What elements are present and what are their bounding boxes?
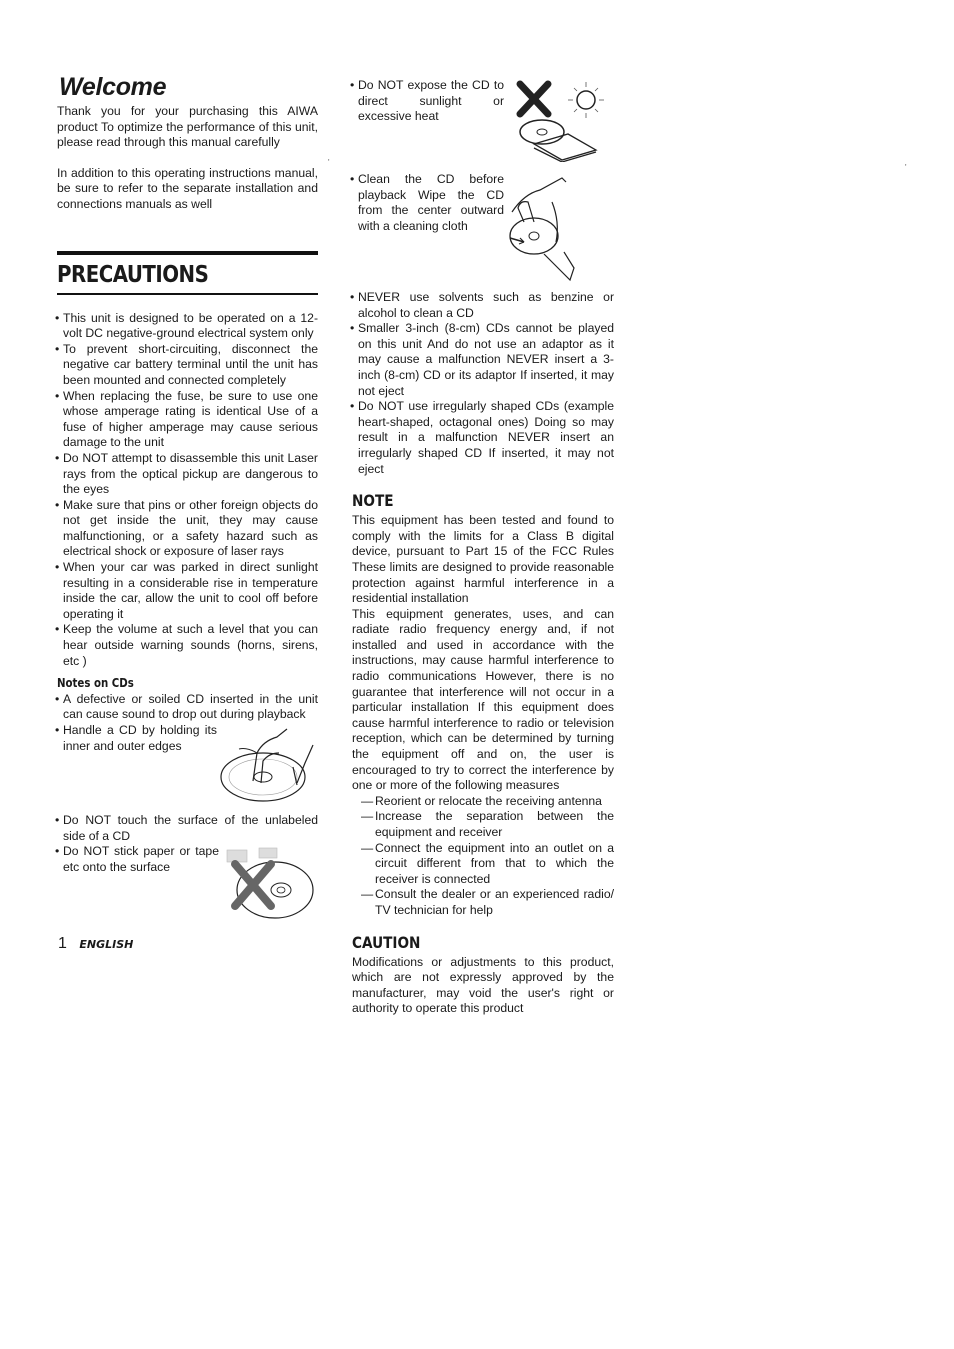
scan-mark: ' [905, 163, 907, 172]
cd-note-item: • Handle a CD by holding its inner and outer edges [57, 723, 217, 754]
note-heading: NOTE [352, 491, 394, 511]
cd-care-item: • NEVER use solvents such as benzine or alcohol to clean a CD [352, 290, 614, 321]
measure-item: — Increase the separation between the equipment and receiver [361, 809, 614, 840]
hand-holding-cd-icon [217, 723, 317, 811]
precaution-item: • This unit is designed to be operated on a 12-volt DC negative-ground electrical system only [57, 311, 318, 342]
notes-on-cds-list [57, 692, 318, 723]
precautions-bottom-rule [57, 293, 318, 295]
precaution-item: • Keep the volume at such a level that you can hear outside warning sounds (horns, sirens, etc ) [57, 622, 318, 669]
cd-care-list [352, 290, 614, 477]
precautions-title: PRECAUTIONS [57, 261, 209, 288]
precaution-item: • Make sure that pins or other foreign objects do not get inside the unit, they may cause malfunctioning, or a safety hazard such as electrical shock or exposure of laser rays [57, 498, 318, 560]
measure-item: — Connect the equipment into an outlet on a circuit different from that to which the receiver is connected [361, 841, 614, 888]
cd-note-item: • A defective or soiled CD inserted in the unit can cause sound to drop out during playback [57, 692, 318, 723]
note-paragraph-2: This equipment generates, uses, and can radiate radio frequency energy and, if not installed and used in accordance with the instructions, may cause harmful interference to radio communications However, there is no guarantee that interference will not occur in a particular installation If this equipment does cause harmful interference to radio or television reception, which can be determined by turning the equipment off and on, the user is encouraged to try to correct the interference by one or more of the following measures [352, 606, 614, 793]
cd-note-item: • Do NOT stick paper or tape etc onto the surface [57, 844, 219, 875]
precautions-top-rule [57, 251, 318, 255]
precaution-item: • Do NOT attempt to disassemble this unit Laser rays from the optical pickup are dangerous to the eyes [57, 451, 318, 498]
caution-heading: CAUTION [352, 932, 421, 952]
no-tape-on-cd-icon [219, 844, 315, 924]
precautions-list [57, 311, 318, 670]
page-number: 1 [58, 935, 67, 952]
precaution-item: • When replacing the fuse, be sure to use one whose amperage rating is identical Use of a fuse of higher amperage may cause serious damage to the unit [57, 389, 318, 451]
measure-item: — Consult the dealer or an experienced radio/ TV technician for help [361, 887, 614, 918]
welcome-title: Welcome [59, 73, 167, 101]
cd-care-item: • Smaller 3-inch (8-cm) CDs cannot be played on this unit And do not use an adaptor as it may cause a malfunction NEVER insert a 3-inch (8-cm) CD or its adaptor If inserted, it may not eject [352, 321, 614, 399]
cd-care-item: • Do NOT use irregularly shaped CDs (example heart-shaped, octagonal ones) Doing so may result in a malfunction NEVER insert an irregularly shaped CD If inserted, it may not eject [352, 399, 614, 477]
cd-care-item: • Clean the CD before playback Wipe the CD from the center outward with a cleaning cloth [352, 172, 504, 234]
wipe-cd-hand-icon [504, 172, 584, 282]
right-column [352, 78, 614, 1017]
notes-on-cds-heading: Notes on CDs [57, 676, 134, 691]
measure-item: — Reorient or relocate the receiving antenna [361, 794, 614, 810]
interference-measures-list [352, 794, 614, 919]
precaution-item: • When your car was parked in direct sunlight resulting in a considerable rise in temperature inside the car, allow the unit to cool off before operating it [57, 560, 318, 622]
page-footer [58, 935, 133, 953]
welcome-paragraph-1: Thank you for your purchasing this AIWA product To optimize the performance of this unit, please read through this manual carefully [57, 104, 318, 150]
note-paragraph-1: This equipment has been tested and found to comply with the limits for a Class B digital device, pursuant to Part 15 of the FCC Rules These limits are designed to provide reasonable protection against harmful interference in a residential installation [352, 513, 614, 606]
welcome-paragraph-2: In addition to this operating instructions manual, be sure to refer to the separate installation and connections manuals as well [57, 165, 318, 211]
language-label: ENGLISH [79, 938, 134, 951]
caution-text: Modifications or adjustments to this product, which are not expressly approved by the manufacturer, may void the user's right or authority to operate this product [352, 954, 614, 1016]
cd-note-item: • Do NOT touch the surface of the unlabeled side of a CD [57, 813, 318, 844]
scan-mark: ' [328, 158, 330, 167]
cd-care-item: • Do NOT expose the CD to direct sunlight or excessive heat [352, 78, 504, 125]
left-column [57, 72, 318, 924]
no-sunlight-cd-icon [504, 78, 612, 162]
precaution-item: • To prevent short-circuiting, disconnect the negative car battery terminal until the unit has been mounted and connected completely [57, 342, 318, 389]
